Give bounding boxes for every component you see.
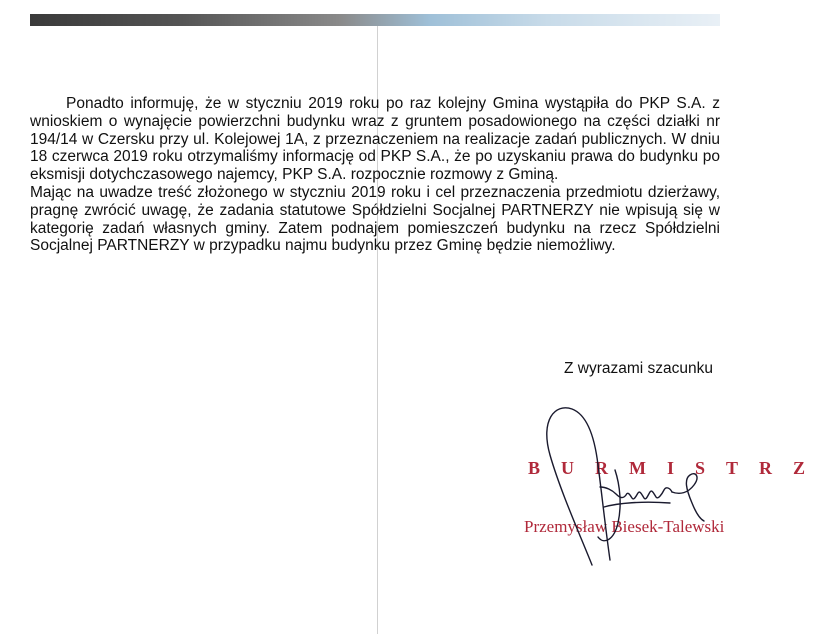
paragraph-2: Mając na uwadze treść złożonego w styczniu 2019 roku i cel przeznaczenia przedmiotu dzierżawy, pragnę zwrócić uwagę, że zadania statutowe Spółdzielni Socjalnej PARTNERZY nie wpisują się w kategorię zadań własnych gminy. Zatem podnajem pomieszczeń budynku na rzecz Spółdzielni Socjalnej PARTNERZY w przypadku najmu budynku przez Gminę będzie niemożliwy. [30, 183, 720, 255]
letter-body [30, 95, 720, 255]
stamp-name: Przemysław Biesek-Talewski [524, 517, 725, 536]
handwritten-signature [520, 395, 730, 570]
stamp-title: BURMISTRZ [528, 458, 826, 478]
closing-salutation: Z wyrazami szacunku [563, 360, 713, 377]
header-gradient-bar [30, 14, 720, 26]
paragraph-1: Ponadto informuję, że w styczniu 2019 roku po raz kolejny Gmina wystąpiła do PKP S.A. z wnioskiem o wynajęcie powierzchni budynku wraz z gruntem posadowionego na części działki nr 194/14 w Czersku przy ul. Kolejowej 1A, z przeznaczeniem na realizacje zadań publicznych. W dniu 18 czerwca 2019 roku otrzymaliśmy informację od PKP S.A., że po uzyskaniu prawa do budynku po eksmisji dotychczasowego najemcy, PKP S.A. rozpocznie rozmowy z Gminą. [30, 95, 720, 184]
